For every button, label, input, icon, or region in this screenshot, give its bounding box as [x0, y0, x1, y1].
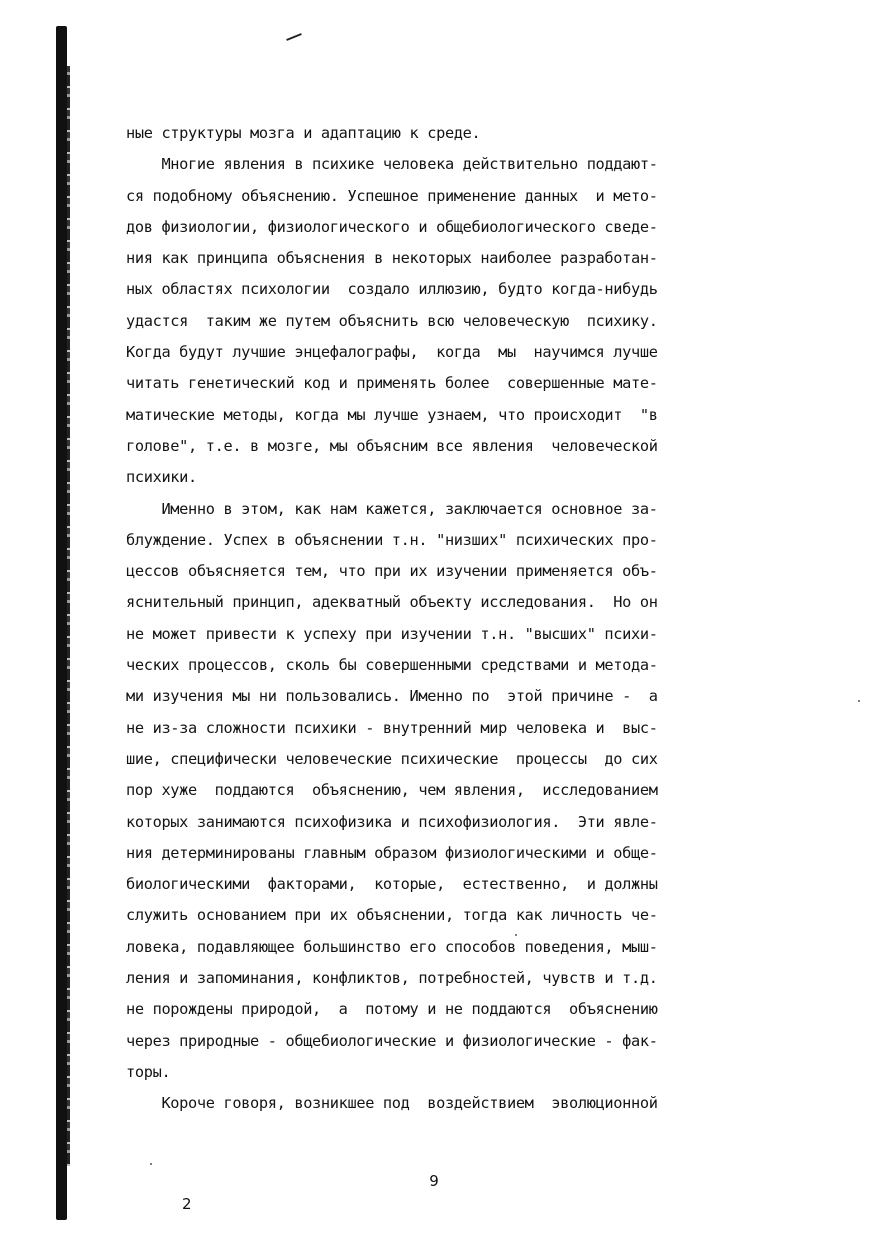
- margin-number: 2: [182, 1195, 192, 1213]
- text-line: не может привести к успеху при изучении т.н. "высших" психи-: [126, 624, 658, 643]
- text-line: ловека, подавляющее большинство его способов поведения, мыш-: [126, 937, 658, 956]
- scan-speck: [858, 700, 860, 702]
- text-line: ния детерминированы главным образом физиологическими и обще-: [126, 843, 658, 862]
- text-line: ся подобному объяснению. Успешное применение данных и мето-: [126, 186, 658, 205]
- text-line: психики.: [126, 468, 197, 487]
- text-line: ческих процессов, сколь бы совершенными средствами и метода-: [126, 656, 658, 675]
- text-line: блуждение. Успех в объяснении т.н. "низших" психических про-: [126, 530, 658, 549]
- text-line: ния как принципа объяснения в некоторых наиболее разработан-: [126, 249, 658, 268]
- text-line: ления и запоминания, конфликтов, потребностей, чувств и т.д.: [126, 969, 658, 988]
- scan-speck: [150, 1163, 152, 1165]
- text-line: которых занимаются психофизика и психофизиология. Эти явле-: [126, 812, 658, 831]
- text-line: шие, специфически человеческие психические процессы до сих: [126, 749, 658, 768]
- text-line: Именно в этом, как нам кажется, заключается основное за-: [126, 499, 658, 518]
- text-line: не из-за сложности психики - внутренний мир человека и выс-: [126, 718, 658, 737]
- text-line: ных областях психологии создало иллюзию, будто когда-нибудь: [126, 280, 658, 299]
- text-line: читать генетический код и применять более совершенные мате-: [126, 374, 658, 393]
- scan-artifact-mark: [286, 33, 302, 41]
- text-line: не порождены природой, а потому и не поддаются объяснению: [126, 1000, 658, 1019]
- text-line: торы.: [126, 1062, 171, 1081]
- text-line: дов физиологии, физиологического и общебиологического сведе-: [126, 217, 658, 236]
- text-line: матические методы, когда мы лучше узнаем, что происходит "в: [126, 405, 658, 424]
- text-line: Многие явления в психике человека действительно поддают-: [126, 155, 658, 174]
- text-line: яснительный принцип, адекватный объекту исследования. Но он: [126, 593, 658, 612]
- text-line: ми изучения мы ни пользовались. Именно по этой причине - а: [126, 687, 658, 706]
- typewritten-body-text: [126, 118, 732, 1120]
- text-line: биологическими факторами, которые, естественно, и должны: [126, 875, 658, 894]
- text-line: через природные - общебиологические и физиологические - фак-: [126, 1031, 658, 1050]
- text-line: удастся таким же путем объяснить всю человеческую психику.: [126, 311, 658, 330]
- text-line: Короче говоря, возникшее под воздействием эволюционной: [126, 1094, 658, 1113]
- text-line: цессов объясняется тем, что при их изучении применяется объ-: [126, 562, 658, 581]
- text-line: ные структуры мозга и адаптацию к среде.: [126, 124, 481, 142]
- page-number: 9: [429, 1172, 439, 1190]
- text-line: Когда будут лучшие энцефалографы, когда мы научимся лучше: [126, 343, 658, 362]
- text-line: голове", т.е. в мозге, мы объясним все явления человеческой: [126, 436, 658, 455]
- text-line: пор хуже поддаются объяснению, чем явления, исследованием: [126, 781, 658, 800]
- text-line: служить основанием при их объяснении, тогда как личность че-: [126, 906, 658, 925]
- scanned-binding-edge: [56, 26, 67, 1220]
